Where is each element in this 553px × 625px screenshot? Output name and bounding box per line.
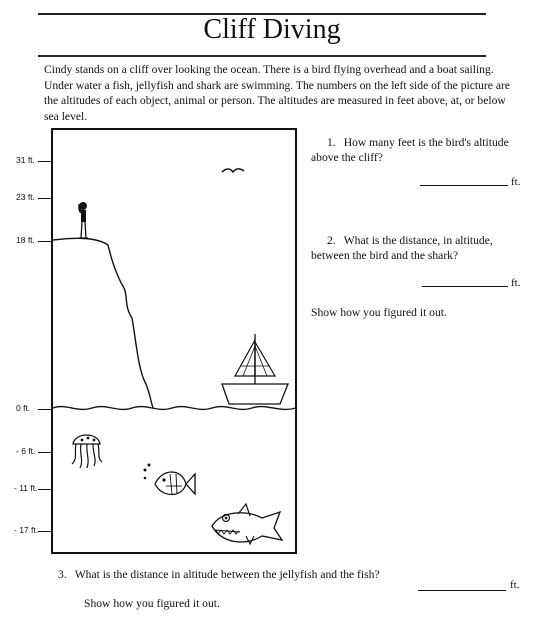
page-title: Cliff Diving (203, 14, 341, 45)
question-1-number: 1. (327, 136, 336, 149)
altitude-label: 23 ft. (16, 192, 35, 202)
question-2-text: What is the distance, in altitude, between the bird and the shark? (311, 234, 493, 262)
altitude-label: 31 ft. (16, 155, 35, 165)
question-2-answer-blank[interactable] (422, 285, 508, 287)
question-3-answer-blank[interactable] (418, 589, 506, 591)
altitude-label: 18 ft. (16, 235, 35, 245)
question-1 (311, 135, 521, 165)
intro-paragraph: Cindy stands on a cliff over looking the ocean. There is a bird flying overhead and a boat sailing. Under water a fish, jellyfish and shark are swimming. The numbers on the left side of the picture are the altitudes of each object, animal or person. The altitudes are measured in feet above, at, or below sea level. (44, 63, 510, 123)
question-1-text: How many feet is the bird's altitude above the cliff? (311, 136, 509, 164)
cliff-outline (53, 238, 153, 408)
question-3 (58, 567, 418, 582)
sailboat-icon (222, 334, 288, 404)
altitude-label: - 6 ft. (16, 446, 36, 456)
question-3-show-work: Show how you figured it out. (84, 597, 220, 610)
shark-icon (212, 504, 282, 544)
question-2-show-work: Show how you figured it out. (311, 306, 447, 319)
question-1-answer-blank[interactable] (420, 184, 508, 186)
question-3-unit: ft. (510, 579, 520, 591)
altitude-label: 0 ft. (16, 403, 31, 413)
bird-icon (222, 169, 244, 172)
question-2-unit: ft. (511, 277, 521, 289)
question-3-number: 3. (58, 568, 67, 581)
altitude-label: - 11 ft. (14, 483, 38, 493)
jellyfish-icon (72, 435, 102, 468)
fish-icon (144, 464, 196, 495)
question-2 (311, 233, 521, 263)
water-line (53, 407, 296, 410)
question-3-text: What is the distance in altitude between the jellyfish and the fish? (74, 568, 380, 581)
question-1-unit: ft. (511, 176, 521, 188)
cindy-figure-icon (79, 202, 88, 238)
question-2-number: 2. (327, 234, 336, 247)
altitude-label: - 17 ft. (14, 525, 39, 535)
